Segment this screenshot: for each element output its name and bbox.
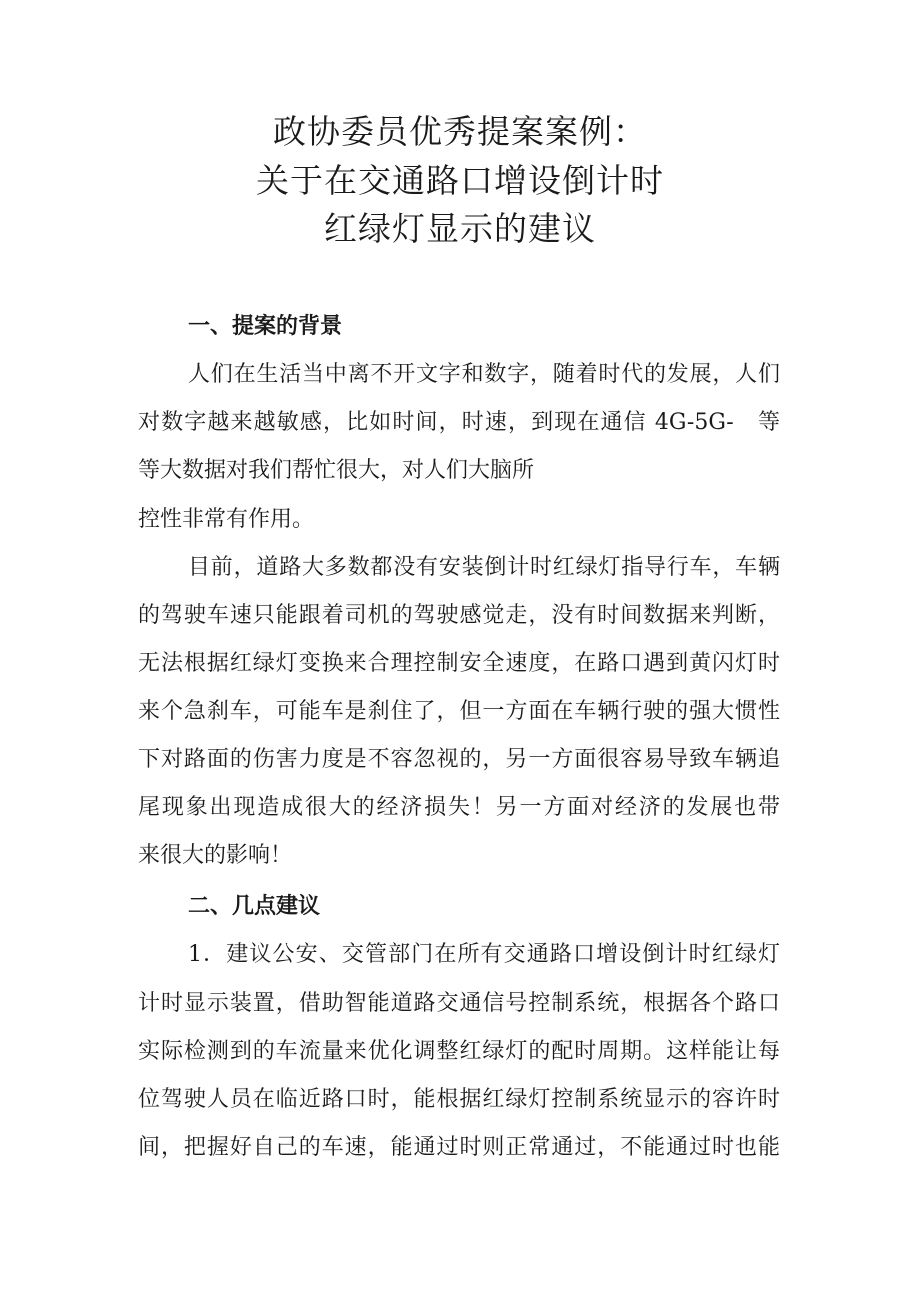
section-heading-background: 一、提案的背景 xyxy=(188,314,343,339)
paragraph-line: 对数字越来越敏感，比如时间，时速，到现在通信 4G-5G- 等 xyxy=(138,410,780,435)
paragraph-line: 来个急刹车，可能车是刹住了，但一方面在车辆行驶的强大惯性 xyxy=(138,699,780,724)
paragraph-line: 来很大的影响！ xyxy=(138,843,293,868)
paragraph-line: 实际检测到的车流量来优化调整红绿灯的配时周期。这样能让每 xyxy=(138,1039,780,1064)
paragraph-line: 等大数据对我们帮忙很大，对人们大脑所 xyxy=(138,458,535,483)
paragraph-line: 间，把握好自己的车速，能通过时则正常通过，不能通过时也能 xyxy=(138,1135,780,1160)
paragraph-line: 无法根据红绿灯变换来合理控制安全速度，在路口遇到黄闪灯时 xyxy=(138,651,780,676)
paragraph-line: 的驾驶车速只能跟着司机的驾驶感觉走，没有时间数据来判断， xyxy=(138,603,780,628)
paragraph-line: 下对路面的伤害力度是不容忽视的，另一方面很容易导致车辆追 xyxy=(138,747,780,772)
section-heading-suggestions: 二、几点建议 xyxy=(188,894,321,919)
paragraph-line: 计时显示装置，借助智能道路交通信号控制系统，根据各个路口 xyxy=(138,991,780,1016)
document-title-line-3: 红绿灯显示的建议 xyxy=(324,209,596,248)
paragraph-line: 目前，道路大多数都没有安装倒计时红绿灯指导行车，车辆 xyxy=(188,555,780,580)
paragraph-line: 控性非常有作用。 xyxy=(138,507,315,532)
paragraph-line: 位驾驶人员在临近路口时，能根据红绿灯控制系统显示的容许时 xyxy=(138,1087,780,1112)
document-title-line-1: 政协委员优秀提案案例： xyxy=(273,112,647,151)
paragraph-line: 1．建议公安、交管部门在所有交通路口增设倒计时红绿灯 xyxy=(188,942,780,967)
paragraph-line: 尾现象出现造成很大的经济损失！另一方面对经济的发展也带 xyxy=(138,795,780,820)
paragraph-line: 人们在生活当中离不开文字和数字，随着时代的发展，人们 xyxy=(188,362,780,387)
document-title-line-2: 关于在交通路口增设倒计时 xyxy=(256,161,664,200)
